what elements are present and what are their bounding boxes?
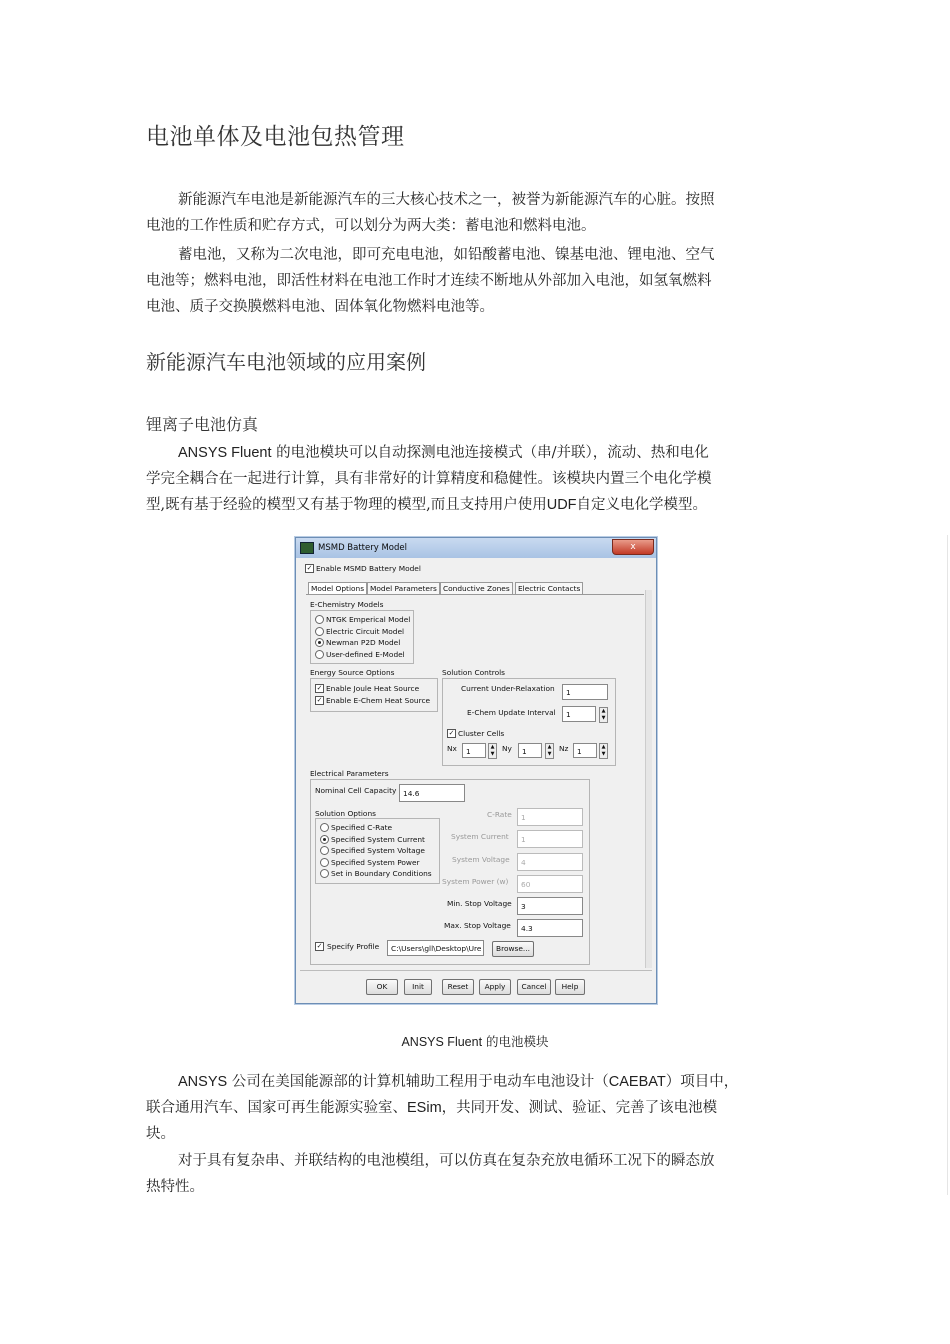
help-button[interactable]: Help	[555, 979, 585, 995]
browse-button[interactable]: Browse...	[492, 941, 534, 957]
nz-spinner[interactable]: ▲ ▼	[599, 743, 608, 759]
radio-label: Set in Boundary Conditions	[331, 869, 432, 878]
tab-conductive-zones[interactable]: Conductive Zones	[440, 582, 513, 594]
fluent-paragraph	[146, 440, 806, 518]
tab-electric-contacts[interactable]: Electric Contacts	[515, 582, 583, 594]
update-interval-spinner[interactable]: ▲ ▼	[599, 707, 608, 723]
nx-input[interactable]: 1	[462, 743, 486, 758]
system-voltage-label: System Voltage	[452, 855, 510, 864]
energy-group-label: Energy Source Options	[310, 668, 395, 677]
radio-label: Electric Circuit Model	[326, 627, 405, 636]
tab-divider	[306, 594, 644, 595]
text-run: ANSYS Fluent	[401, 1035, 483, 1049]
radio-boundary-conditions[interactable]	[320, 869, 329, 878]
c-rate-label: C-Rate	[487, 810, 512, 819]
text-line: 新能源汽车电池是新能源汽车的三大核心技术之一，被誉为新能源汽车的心脏。按照	[178, 192, 715, 208]
joule-heat-checkbox[interactable]: ✓	[316, 684, 323, 692]
text-line: 电池、质子交换膜燃料电池、固体氧化物燃料电池等。	[146, 299, 494, 315]
text-run: 的电池模块可以自动探测电池连接模式（串/并联），流动、热和电化	[271, 445, 709, 461]
radio-ntgk[interactable]	[315, 615, 324, 624]
text-line: 热特性。	[146, 1179, 204, 1195]
intro-paragraph-2	[146, 242, 806, 320]
nx-spinner[interactable]: ▲ ▼	[488, 743, 497, 759]
text-run: 联合通用汽车、国家可再生能源实验室、	[146, 1100, 407, 1116]
last-paragraph	[146, 1148, 806, 1200]
update-interval-label: E-Chem Update Interval	[467, 708, 556, 717]
text-run: 公司在美国能源部的计算机辅助工程用于电动车电池设计（	[227, 1074, 609, 1090]
ok-button[interactable]: OK	[366, 979, 398, 995]
solution-options-label: Solution Options	[315, 809, 376, 818]
ny-label: Ny	[502, 744, 512, 753]
system-power-input[interactable]: 60	[517, 875, 583, 893]
subsection-heading: 锂离子电池仿真	[146, 415, 259, 434]
system-current-label: System Current	[451, 832, 509, 841]
nx-label: Nx	[447, 744, 457, 753]
caebat-paragraph	[146, 1069, 806, 1147]
nz-input[interactable]: 1	[573, 743, 597, 758]
specify-profile-checkbox[interactable]: ✓	[316, 942, 323, 950]
max-voltage-input[interactable]: 4.3	[517, 919, 583, 937]
text-run: 型,既有基于经验的模型又有基于物理的模型,而且支持用户使用	[146, 497, 547, 513]
text-run: ）项目中，	[665, 1074, 739, 1090]
text-run: ，共同开发、测试、验证、完善了该电池模	[441, 1100, 718, 1116]
msmd-battery-dialog	[295, 537, 657, 1004]
c-rate-input[interactable]: 1	[517, 808, 583, 826]
profile-path-input[interactable]: C:\Users\gll\Desktop\Ure	[387, 940, 484, 956]
system-current-input[interactable]: 1	[517, 830, 583, 848]
text-run: ANSYS	[178, 1074, 228, 1090]
radio-c-rate[interactable]	[320, 823, 329, 832]
text-run: ANSYS Fluent	[178, 445, 272, 461]
under-relax-input[interactable]: 1	[562, 684, 608, 700]
apply-button[interactable]: Apply	[479, 979, 511, 995]
radio-label: Specified System Current	[331, 835, 425, 844]
text-run: 的电池模块	[482, 1034, 549, 1049]
text-line: 学完全耦合在一起进行计算，具有非常好的计算精度和稳健性。该模块内置三个电化学模	[146, 471, 712, 487]
reset-button[interactable]: Reset	[442, 979, 474, 995]
capacity-input[interactable]: 14.6	[399, 784, 465, 802]
text-line	[146, 1069, 806, 1095]
radio-label: Specified C-Rate	[331, 823, 393, 832]
system-power-label: System Power (w)	[442, 877, 509, 886]
page-title: 电池单体及电池包热管理	[146, 124, 405, 150]
text-line: 电池的工作性质和贮存方式，可以划分为两大类：蓄电池和燃料电池。	[146, 218, 596, 234]
button-divider	[300, 970, 652, 971]
tab-model-options[interactable]: Model Options	[308, 582, 367, 594]
radio-system-current[interactable]	[320, 835, 329, 844]
echem-heat-checkbox[interactable]: ✓	[316, 696, 323, 704]
radio-electric-circuit[interactable]	[315, 627, 324, 636]
text-line	[146, 492, 806, 518]
solution-controls-label: Solution Controls	[442, 668, 506, 677]
enable-msmd-checkbox[interactable]: ✓	[306, 564, 313, 572]
init-button[interactable]: Init	[404, 979, 432, 995]
enable-msmd-label: Enable MSMD Battery Model	[316, 564, 421, 573]
scrollbar[interactable]	[645, 590, 652, 968]
section-heading: 新能源汽车电池领域的应用案例	[146, 350, 426, 374]
checkbox-label: Enable Joule Heat Source	[326, 684, 420, 693]
text-line: 电池等；燃料电池，即活性材料在电池工作时才连续不断地从外部加入电池，如氢氧燃料	[146, 273, 712, 289]
cluster-cells-label: Cluster Cells	[458, 729, 505, 738]
radio-label: Newman P2D Model	[326, 638, 401, 647]
radio-label: User-defined E-Model	[326, 650, 405, 659]
radio-system-power[interactable]	[320, 858, 329, 867]
text-run: CAEBAT	[608, 1074, 666, 1090]
under-relax-label: Current Under-Relaxation	[461, 684, 555, 693]
radio-label: Specified System Power	[331, 858, 420, 867]
cancel-button[interactable]: Cancel	[517, 979, 551, 995]
update-interval-input[interactable]: 1	[562, 706, 596, 722]
page-edge-line	[947, 535, 948, 1195]
text-run: UDF	[546, 497, 577, 513]
specify-profile-label: Specify Profile	[327, 942, 380, 951]
nz-label: Nz	[559, 744, 569, 753]
cluster-cells-checkbox[interactable]: ✓	[448, 729, 455, 737]
min-voltage-input[interactable]: 3	[517, 897, 583, 915]
checkbox-label: Enable E-Chem Heat Source	[326, 696, 431, 705]
min-voltage-label: Min. Stop Voltage	[447, 899, 512, 908]
tab-model-parameters[interactable]: Model Parameters	[367, 582, 440, 594]
figure-caption	[0, 1032, 950, 1050]
text-run: ESim	[407, 1100, 442, 1116]
ny-spinner[interactable]: ▲ ▼	[545, 743, 554, 759]
electrical-params-label: Electrical Parameters	[310, 769, 389, 778]
radio-system-voltage[interactable]	[320, 846, 329, 855]
text-line	[146, 440, 806, 466]
radio-label: NTGK Emperical Model	[326, 615, 411, 624]
system-voltage-input[interactable]: 4	[517, 853, 583, 871]
echem-group-label: E-Chemistry Models	[310, 600, 384, 609]
app-icon	[300, 542, 314, 554]
ny-input[interactable]: 1	[518, 743, 542, 758]
close-button[interactable]: x	[612, 539, 654, 555]
dialog-title: MSMD Battery Model	[318, 543, 407, 553]
radio-label: Specified System Voltage	[331, 846, 425, 855]
radio-user-defined[interactable]	[315, 650, 324, 659]
capacity-label: Nominal Cell Capacity	[315, 786, 397, 795]
text-line: 对于具有复杂串、并联结构的电池模组，可以仿真在复杂充放电循环工况下的瞬态放	[178, 1153, 715, 1169]
text-line	[146, 1095, 806, 1121]
intro-paragraph-1	[146, 187, 806, 239]
max-voltage-label: Max. Stop Voltage	[444, 921, 511, 930]
text-line: 蓄电池，又称为二次电池，即可充电电池，如铅酸蓄电池、镍基电池、锂电池、空气	[178, 247, 715, 263]
radio-newman-p2d[interactable]	[315, 638, 324, 647]
text-line: 块。	[146, 1126, 175, 1142]
text-run: 自定义电化学模型。	[576, 497, 708, 513]
